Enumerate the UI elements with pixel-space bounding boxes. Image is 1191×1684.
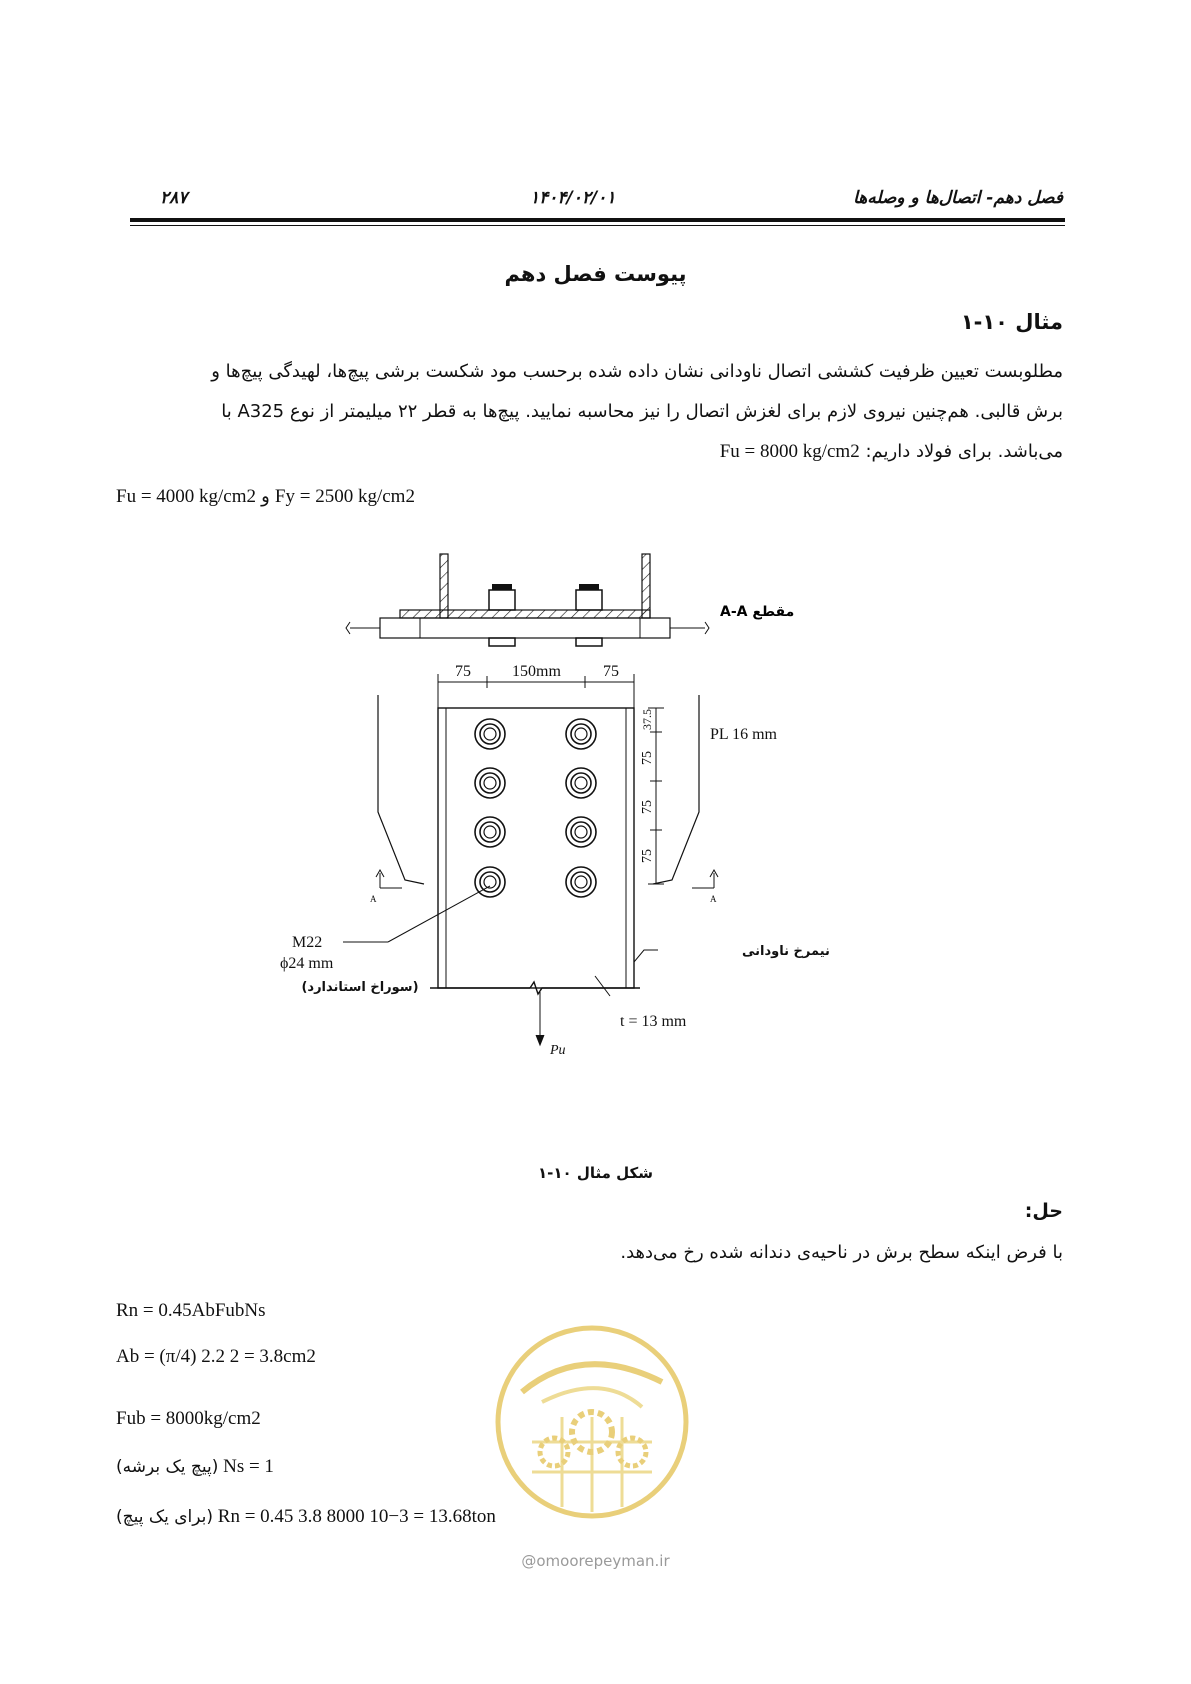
section-aa-view xyxy=(346,554,709,646)
connection-figure xyxy=(240,530,900,1160)
problem-line-1: مطلوبست تعیین ظرفیت کششی اتصال ناودانی نشان داده شده برحسب مود شکست برشی پیچ‌ها، لهیدگی پیچ‌ها و xyxy=(211,361,1063,382)
header-date: ۱۴۰۴/۰۲/۰۱ xyxy=(530,188,616,208)
rn-note: (برای یک پیچ) xyxy=(116,1507,214,1527)
bolt-hole xyxy=(475,867,505,897)
bolt-size-label: M22 xyxy=(292,934,323,951)
hole-size-label: ϕ24 mm xyxy=(280,955,334,972)
steel-fu: Fu = 4000 kg/cm2 xyxy=(116,486,257,507)
header-rule-thin xyxy=(130,225,1065,226)
section-mark-right: A xyxy=(710,894,717,904)
problem-line-2: برش قالبی. هم‌چنین نیروی لازم برای لغزش اتصال را نیز محاسبه نمایید. پیچ‌ها به قطر ۲۲ میلیمتر از نوع A325 با xyxy=(221,401,1063,422)
dim-left: 75 xyxy=(455,663,471,680)
example-title: مثال ۱۰-۱ xyxy=(960,310,1063,334)
watermark-site-text: omoorepeyman.ir xyxy=(536,1552,670,1570)
ns-value: Ns = 1 xyxy=(223,1456,274,1477)
section-label: مقطع A-A xyxy=(720,604,795,620)
bolt-hole xyxy=(566,719,596,749)
dim-pitch-1: 75 xyxy=(640,751,655,765)
bolt-hole xyxy=(566,817,596,847)
bolt-hole xyxy=(475,768,505,798)
figure-caption: شکل مثال ۱۰-۱ xyxy=(537,1164,654,1182)
channel-label: نیمرخ ناودانی xyxy=(742,944,830,959)
steel-properties xyxy=(116,486,415,508)
dim-edge: 37.5 xyxy=(640,709,654,730)
equation-fub: Fub = 8000kg/cm2 xyxy=(116,1408,261,1429)
header-rule xyxy=(130,218,1065,222)
watermark-site xyxy=(0,1552,1191,1570)
equation-ns xyxy=(116,1456,274,1478)
rn-value: Rn = 0.45 3.8 8000 10−3 = 13.68ton xyxy=(217,1506,496,1527)
equation-ab: Ab = (π/4) 2.2 2 = 3.8cm2 xyxy=(116,1346,316,1367)
watermark-logo xyxy=(492,1322,692,1522)
equation-rn-value xyxy=(116,1506,496,1528)
solution-heading: حل: xyxy=(1024,1200,1063,1222)
solution-assumption: با فرض اینکه سطح برش در ناحیه‌ی دندانه شده رخ می‌دهد. xyxy=(620,1242,1063,1263)
bolt-hole xyxy=(566,768,596,798)
appendix-title: پیوست فصل دهم xyxy=(504,262,687,286)
problem-line-3 xyxy=(115,432,1063,472)
problem-line-3-text: می‌باشد. برای فولاد داریم: xyxy=(865,441,1063,462)
steel-fy: Fy = 2500 kg/cm2 xyxy=(274,486,415,507)
chapter-title: فصل دهم- اتصال‌ها و وصله‌ها xyxy=(853,188,1063,208)
hole-type-label: (سوراخ استاندارد) xyxy=(301,980,419,995)
dim-pitch-2: 75 xyxy=(640,800,655,814)
bolt-hole xyxy=(566,867,596,897)
page-number: ۲۸۷ xyxy=(160,188,188,208)
bolt-fu: Fu = 8000 kg/cm2 xyxy=(719,441,860,462)
watermark-icon: @ xyxy=(521,1552,537,1570)
section-mark-left: A xyxy=(370,894,377,904)
problem-statement xyxy=(115,352,1063,472)
bolt-hole xyxy=(475,719,505,749)
ns-note: (پیچ یک برشه) xyxy=(116,1457,219,1477)
steel-and: و xyxy=(261,486,270,507)
equation-rn: Rn = 0.45AbFubNs xyxy=(116,1300,266,1321)
load-label: Pu xyxy=(550,1043,566,1058)
plate-label: PL 16 mm xyxy=(710,726,777,743)
thickness-label: t = 13 mm xyxy=(620,1013,687,1030)
bolt-group xyxy=(475,719,596,897)
dim-middle: 150mm xyxy=(512,663,561,680)
dim-right: 75 xyxy=(603,663,619,680)
dim-pitch-3: 75 xyxy=(640,849,655,863)
bolt-hole xyxy=(475,817,505,847)
